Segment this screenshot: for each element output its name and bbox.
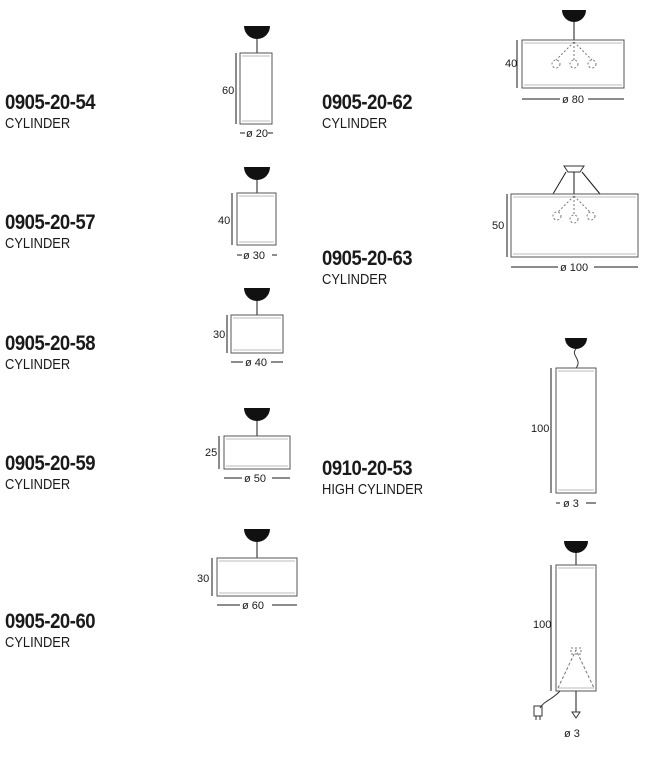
ceiling-canopy-icon [562,10,586,22]
product-name: CYLINDER [322,271,388,288]
ceiling-canopy-icon [564,541,588,553]
ceiling-canopy-icon [565,338,587,349]
product-name: CYLINDER [5,634,71,651]
lamp-shade [556,565,596,691]
plug-icon [534,706,542,720]
product-code: 0910-20-53 [322,457,413,480]
ceiling-canopy-icon [244,529,270,542]
arrow-down-icon [572,712,580,718]
height-dimension: 40 [505,58,518,70]
drawing-0905-20-58 [213,288,283,369]
diameter-dimension: ø 100 [560,262,589,274]
height-dimension: 60 [222,85,235,97]
height-dimension: 100 [533,619,552,631]
product-name: CYLINDER [5,476,71,493]
light-bulbs [553,196,595,223]
ceiling-canopy-icon [244,167,270,180]
diameter-dimension: ø 50 [244,473,267,485]
product-name: CYLINDER [5,235,71,252]
diameter-dimension: ø 30 [243,250,266,262]
ceiling-canopy-icon [244,408,270,421]
light-bulbs [552,42,596,68]
height-dimension: 30 [197,573,210,585]
height-dimension: 30 [213,329,226,341]
drawing-0905-20-59 [205,408,290,485]
diameter-dimension: ø 3 [564,728,580,740]
diameter-dimension: ø 3 [563,498,579,510]
product-name: CYLINDER [5,115,71,132]
drawing-0905-20-57 [218,167,277,262]
height-dimension: 100 [531,423,550,435]
lamp-shade [511,194,638,257]
product-code: 0905-20-54 [5,91,96,114]
drawing-0905-20-62 [505,10,624,106]
drawing-0905-20-63 [492,166,638,274]
product-code: 0905-20-63 [322,247,413,270]
lamp-shade [237,193,276,245]
ceiling-canopy-icon [244,26,270,39]
lamp-shade [224,436,290,469]
product-code: 0905-20-62 [322,91,413,114]
diameter-dimension: ø 20 [246,128,269,140]
lamp-shade [217,558,297,596]
height-dimension: 40 [218,215,231,227]
product-code: 0905-20-59 [5,452,96,475]
diameter-dimension: ø 60 [242,600,265,612]
ceiling-canopy-icon [564,166,584,172]
drawing-0910-20-53 [531,338,596,510]
product-name: CYLINDER [322,115,388,132]
drawing-0905-20-60 [197,529,297,612]
product-code: 0905-20-60 [5,610,96,633]
height-dimension: 50 [492,220,505,232]
lamp-shade [556,368,596,493]
lamp-shade [240,53,272,124]
drawing-floor-variant [533,541,596,740]
product-name: CYLINDER [5,356,71,373]
product-code: 0905-20-58 [5,332,96,355]
ceiling-canopy-icon [244,288,270,301]
lamp-shade [522,40,624,88]
inner-light-cone [558,650,594,688]
lamp-shade [231,315,283,353]
product-code: 0905-20-57 [5,211,96,234]
diameter-dimension: ø 80 [562,94,585,106]
diameter-dimension: ø 40 [245,357,268,369]
height-dimension: 25 [205,447,218,459]
product-name: HIGH CYLINDER [322,481,424,498]
power-cable [540,691,560,708]
drawing-0905-20-54 [222,26,273,140]
